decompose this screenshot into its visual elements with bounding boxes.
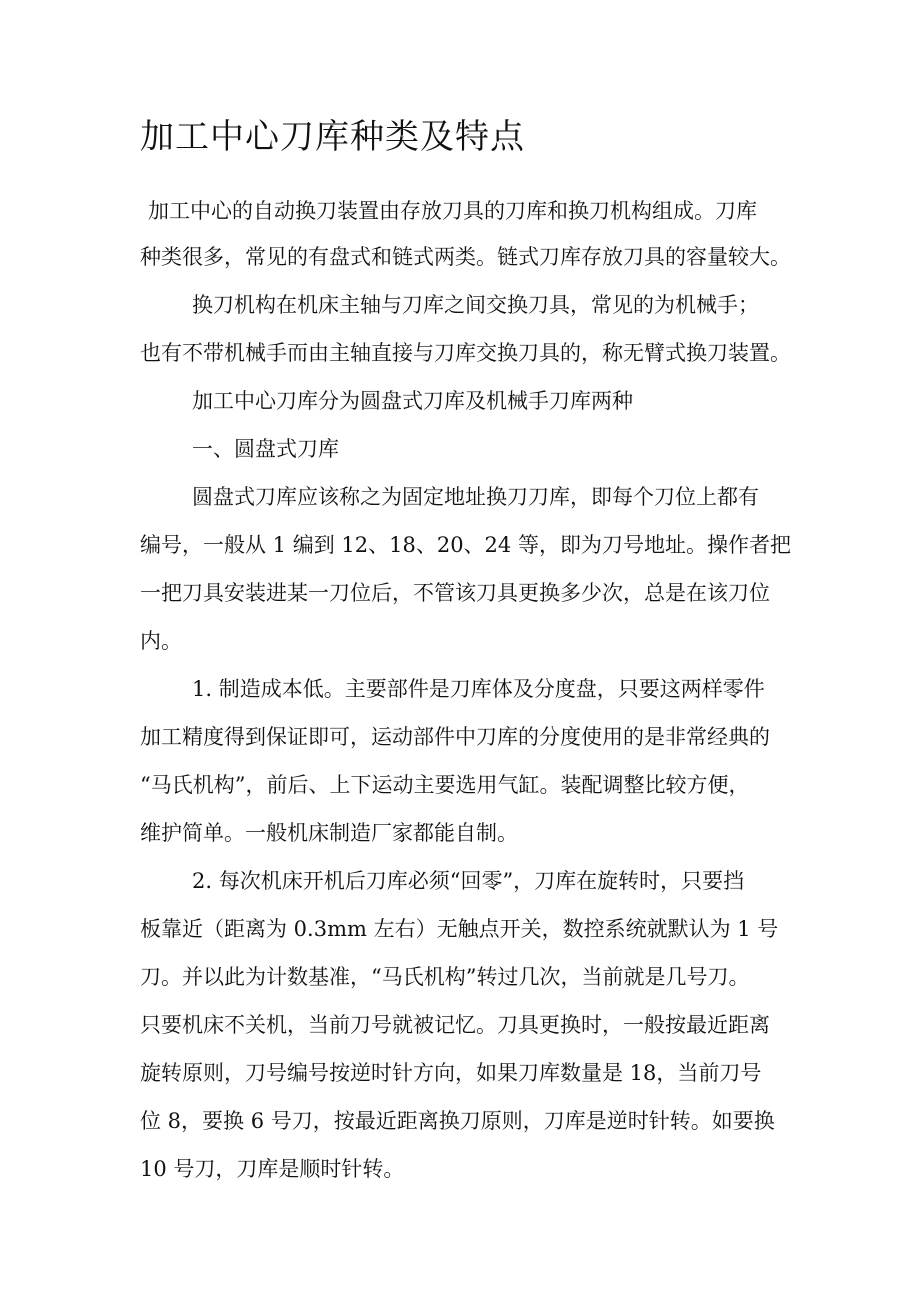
section-heading: 一、圆盘式刀库 xyxy=(192,437,339,461)
list-item-line: 维护简单。一般机床制造厂家都能自制。 xyxy=(140,821,518,845)
paragraph-line: 加工中心的自动换刀装置由存放刀具的刀库和换刀机构组成。刀库 xyxy=(148,199,757,223)
paragraph-line: 也有不带机械手而由主轴直接与刀库交换刀具的，称无臂式换刀装置。 xyxy=(140,341,791,365)
paragraph-line: 编号，一般从 1 编到 12、18、20、24 等，即为刀号地址。操作者把 xyxy=(140,533,791,557)
list-item-line: 刀。并以此为计数基准，“马氏机构”转过几次，当前就是几号刀。 xyxy=(140,965,750,989)
list-item-line: 10 号刀，刀库是顺时针转。 xyxy=(140,1157,405,1181)
paragraph-line: 换刀机构在机床主轴与刀库之间交换刀具，常见的为机械手； xyxy=(192,293,759,317)
list-item-line: 板靠近（距离为 0.3mm 左右）无触点开关，数控系统就默认为 1 号 xyxy=(140,917,779,941)
list-item-line: 位 8，要换 6 号刀，按最近距离换刀原则，刀库是逆时针转。如要换 xyxy=(140,1109,775,1133)
paragraph-line: 内。 xyxy=(140,629,182,653)
paragraph-line: 圆盘式刀库应该称之为固定地址换刀刀库，即每个刀位上都有 xyxy=(192,485,759,509)
document-title: 加工中心刀库种类及特点 xyxy=(140,117,525,157)
list-item-line: 2. 每次机床开机后刀库必须“回零”，刀库在旋转时，只要挡 xyxy=(192,869,745,893)
list-item-line: 旋转原则，刀号编号按逆时针方向，如果刀库数量是 18，当前刀号 xyxy=(140,1061,762,1085)
paragraph-line: 加工中心刀库分为圆盘式刀库及机械手刀库两种 xyxy=(192,389,633,413)
list-item-line: 加工精度得到保证即可，运动部件中刀库的分度使用的是非常经典的 xyxy=(140,725,770,749)
paragraph-line: 种类很多，常见的有盘式和链式两类。链式刀库存放刀具的容量较大。 xyxy=(140,245,791,269)
list-item-line: “马氏机构”，前后、上下运动主要选用气缸。装配调整比较方便， xyxy=(140,773,750,797)
list-item-line: 只要机床不关机，当前刀号就被记忆。刀具更换时，一般按最近距离 xyxy=(140,1013,770,1037)
list-item-line: 1. 制造成本低。主要部件是刀库体及分度盘，只要这两样零件 xyxy=(192,677,765,701)
paragraph-line: 一把刀具安装进某一刀位后，不管该刀具更换多少次，总是在该刀位 xyxy=(140,581,770,605)
